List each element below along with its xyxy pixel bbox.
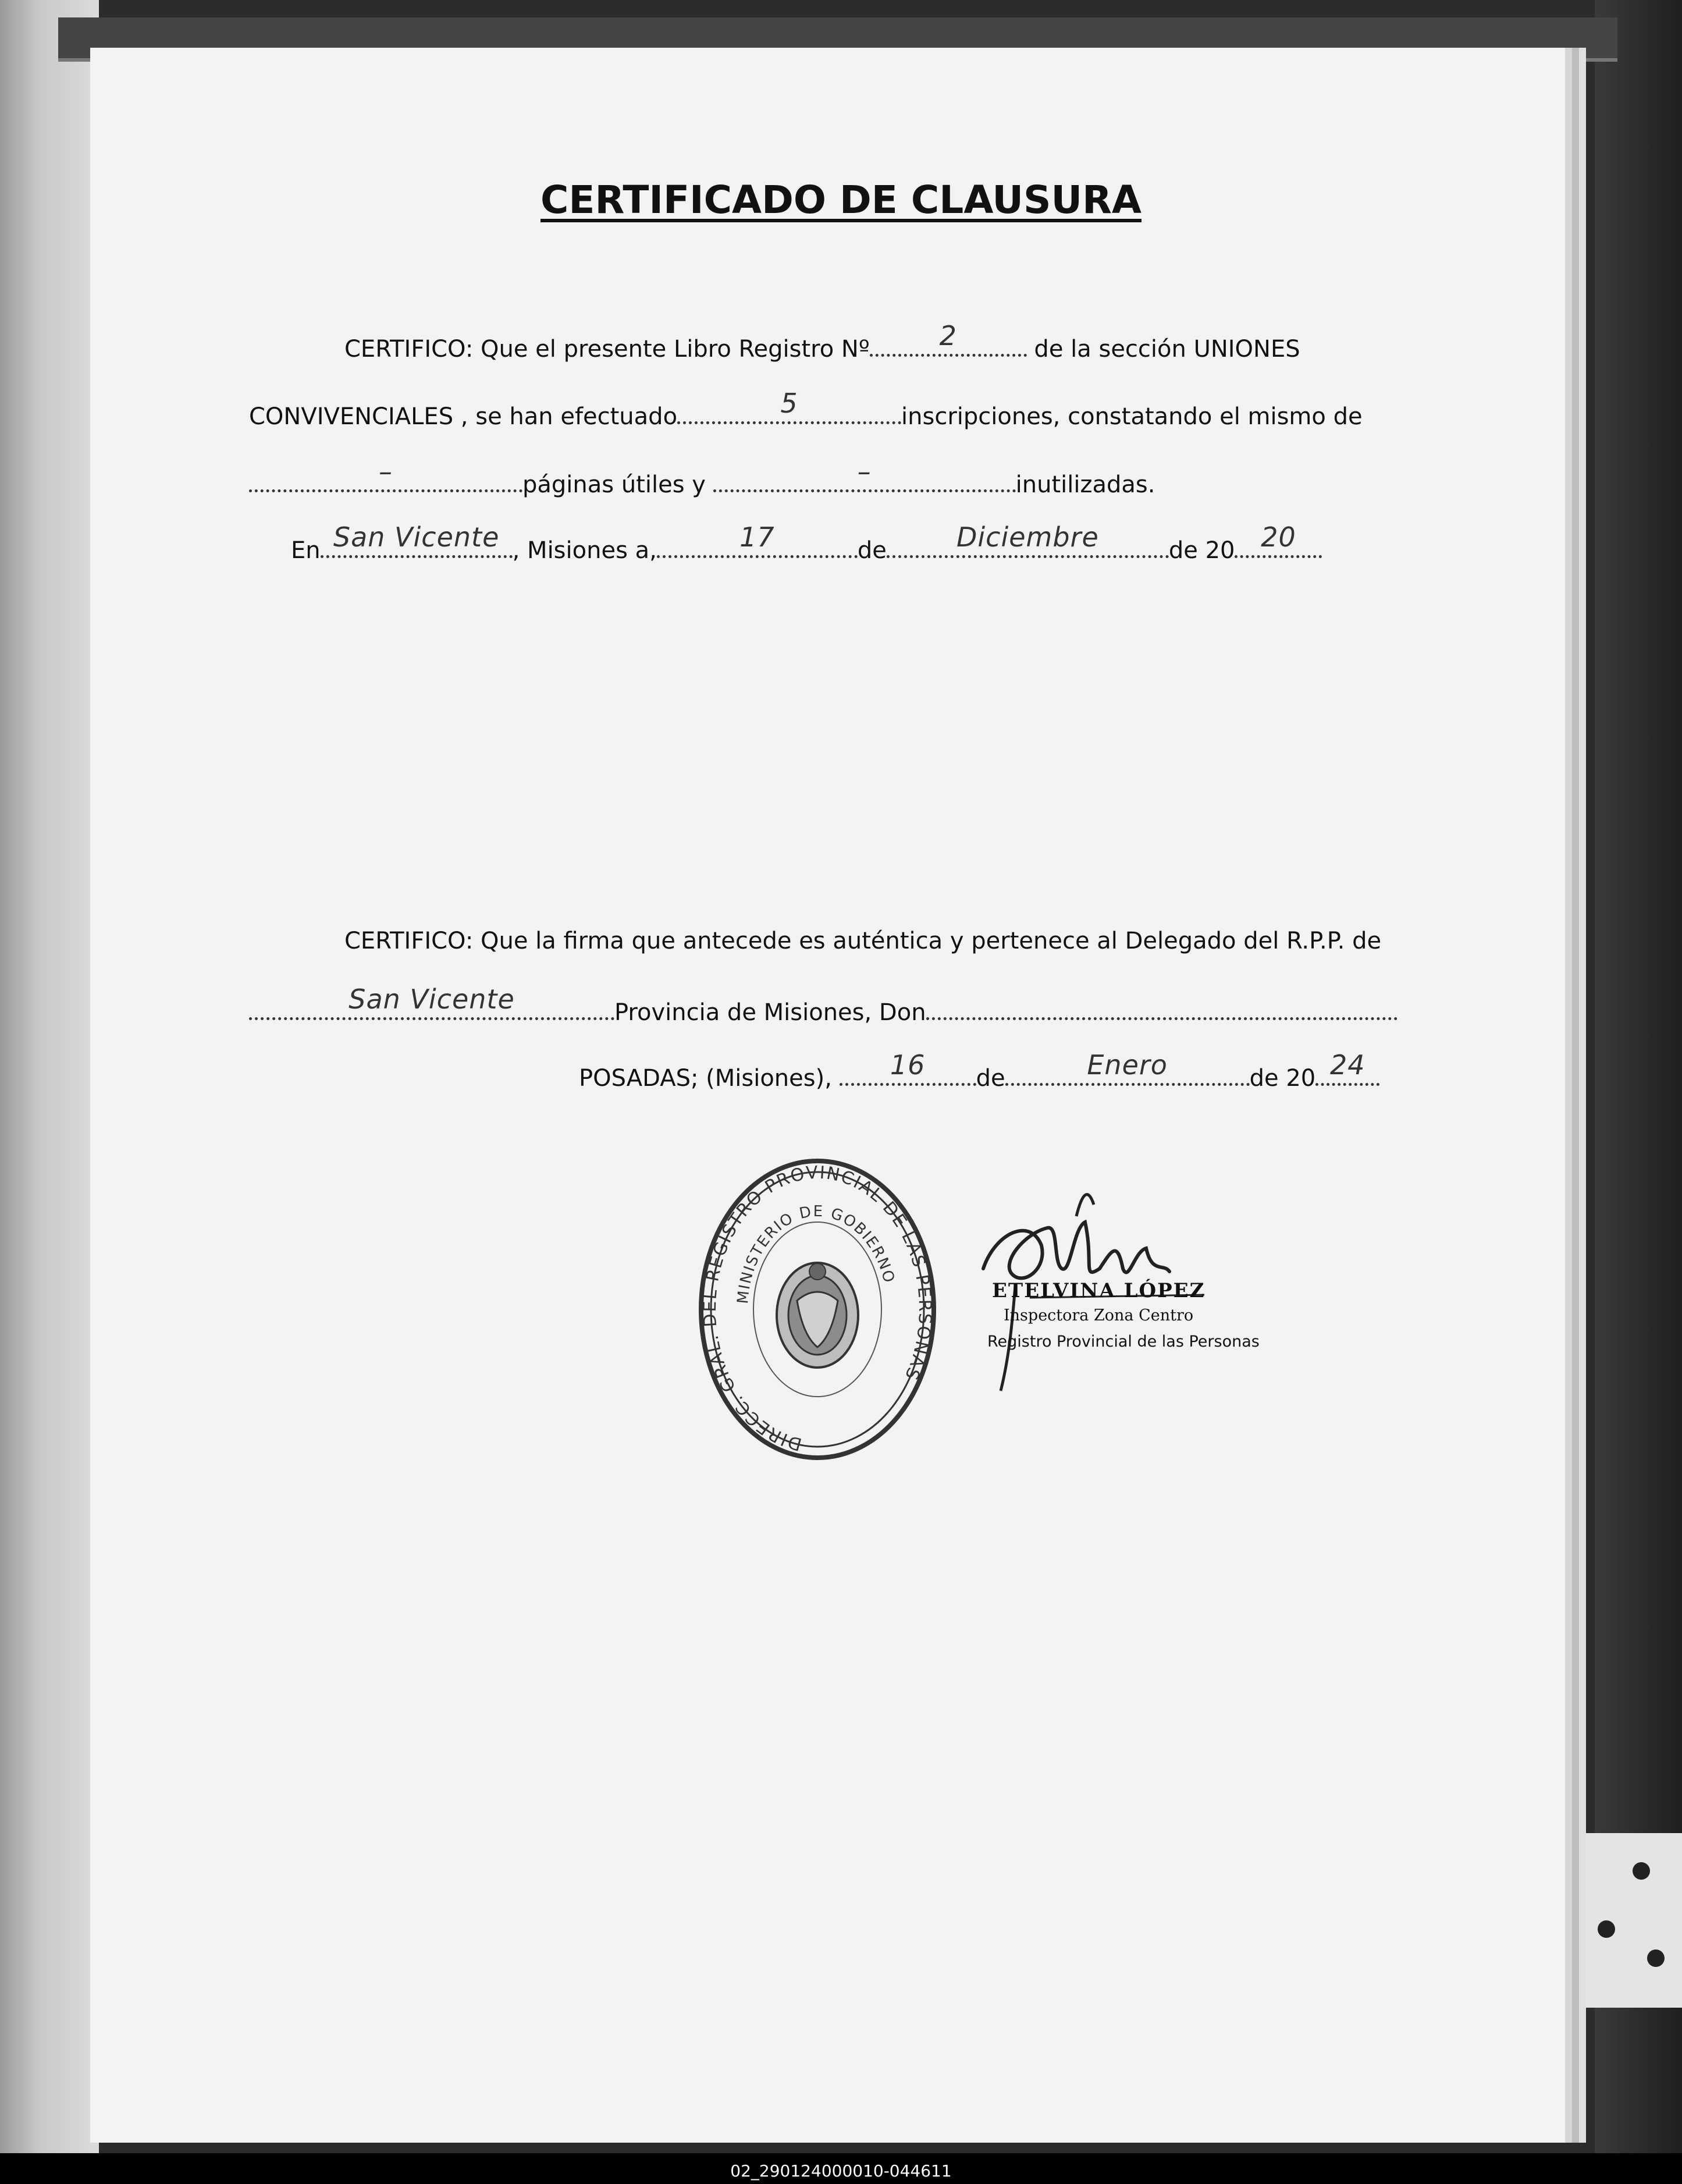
signatory-office: Registro Provincial de las Personas: [987, 1333, 1260, 1351]
handwritten-value: –: [379, 456, 393, 487]
para1-line2: [249, 388, 1363, 430]
mes-field: [1005, 1049, 1250, 1086]
background-right: [1595, 0, 1682, 2153]
lugar-field: [321, 521, 513, 558]
coat-of-arms-icon: [777, 1263, 858, 1368]
para1-line3: [249, 456, 1155, 498]
text: de: [976, 1065, 1005, 1092]
handwritten-value: Enero: [1087, 1049, 1168, 1081]
para1-line4: [291, 521, 1322, 564]
handwritten-value: San Vicente: [333, 521, 500, 553]
lugar-field: [249, 983, 614, 1020]
book-cover-left: [0, 0, 99, 2153]
handwritten-value: 5: [780, 388, 798, 419]
text: CONVIVENCIALES , se han efectuado: [249, 403, 678, 430]
para1-line1: [344, 320, 1300, 363]
text: POSADAS; (Misiones),: [579, 1065, 832, 1092]
inscripciones-field: [677, 388, 901, 424]
text: inscripciones, constatando el mismo de: [901, 403, 1363, 430]
text: de: [857, 537, 887, 564]
stamp-inner-text: MINISTERIO DE GOBIERNO: [734, 1202, 898, 1305]
handwritten-value: San Vicente: [349, 983, 515, 1015]
handwritten-value: 24: [1329, 1049, 1365, 1081]
dia-field: [657, 521, 858, 558]
paginas-utiles-field: [249, 456, 522, 492]
mes-field: [887, 521, 1169, 558]
dia-field: [840, 1049, 976, 1086]
handwritten-value: 17: [739, 521, 775, 553]
don-field: [926, 996, 1397, 1020]
shelf-hole: [1633, 1862, 1650, 1880]
text: de la sección UNIONES: [1034, 336, 1300, 363]
official-stamp: [695, 1155, 940, 1464]
handwritten-value: Diciembre: [956, 521, 1099, 553]
para2-line2: [249, 983, 1397, 1026]
anio-field: [1315, 1049, 1379, 1086]
text: En: [291, 537, 321, 564]
handwritten-value: –: [857, 456, 872, 487]
para2-line3: [579, 1049, 1379, 1092]
document-code: 02_290124000010-044611: [730, 2161, 952, 2181]
text: , Misiones a,: [512, 537, 657, 564]
handwritten-value: 20: [1261, 521, 1296, 553]
handwritten-value: 16: [890, 1049, 926, 1081]
document-title: CERTIFICADO DE CLAUSURA: [540, 177, 1142, 222]
text: páginas útiles y: [522, 471, 706, 498]
handwritten-value: 2: [939, 320, 957, 351]
text: de 20: [1168, 537, 1235, 564]
shelf-hole: [1647, 1949, 1665, 1967]
text: Provincia de Misiones, Don: [614, 999, 926, 1026]
inutilizadas-field: [713, 456, 1016, 492]
shelf-hole: [1598, 1920, 1615, 1938]
stamp-outer-text: DIRECC. GRAL. DEL REGISTRO PROVINCIAL DE LAS PERSONAS: [699, 1162, 936, 1455]
text: inutilizadas.: [1015, 471, 1155, 498]
para2-line1: CERTIFICO: Que la firma que antecede es auténtica y pertenece al Delegado del R.P.P. de: [344, 928, 1382, 954]
signatory-name: ETELVINA LÓPEZ: [992, 1279, 1206, 1302]
anio-field: [1235, 521, 1322, 558]
background-shelf: [1566, 1833, 1682, 2008]
text: CERTIFICO: Que el presente Libro Registro Nº: [344, 336, 870, 363]
signatory-role: Inspectora Zona Centro: [1004, 1306, 1194, 1324]
libro-numero-field: [870, 320, 1027, 357]
text: de 20: [1249, 1065, 1316, 1092]
